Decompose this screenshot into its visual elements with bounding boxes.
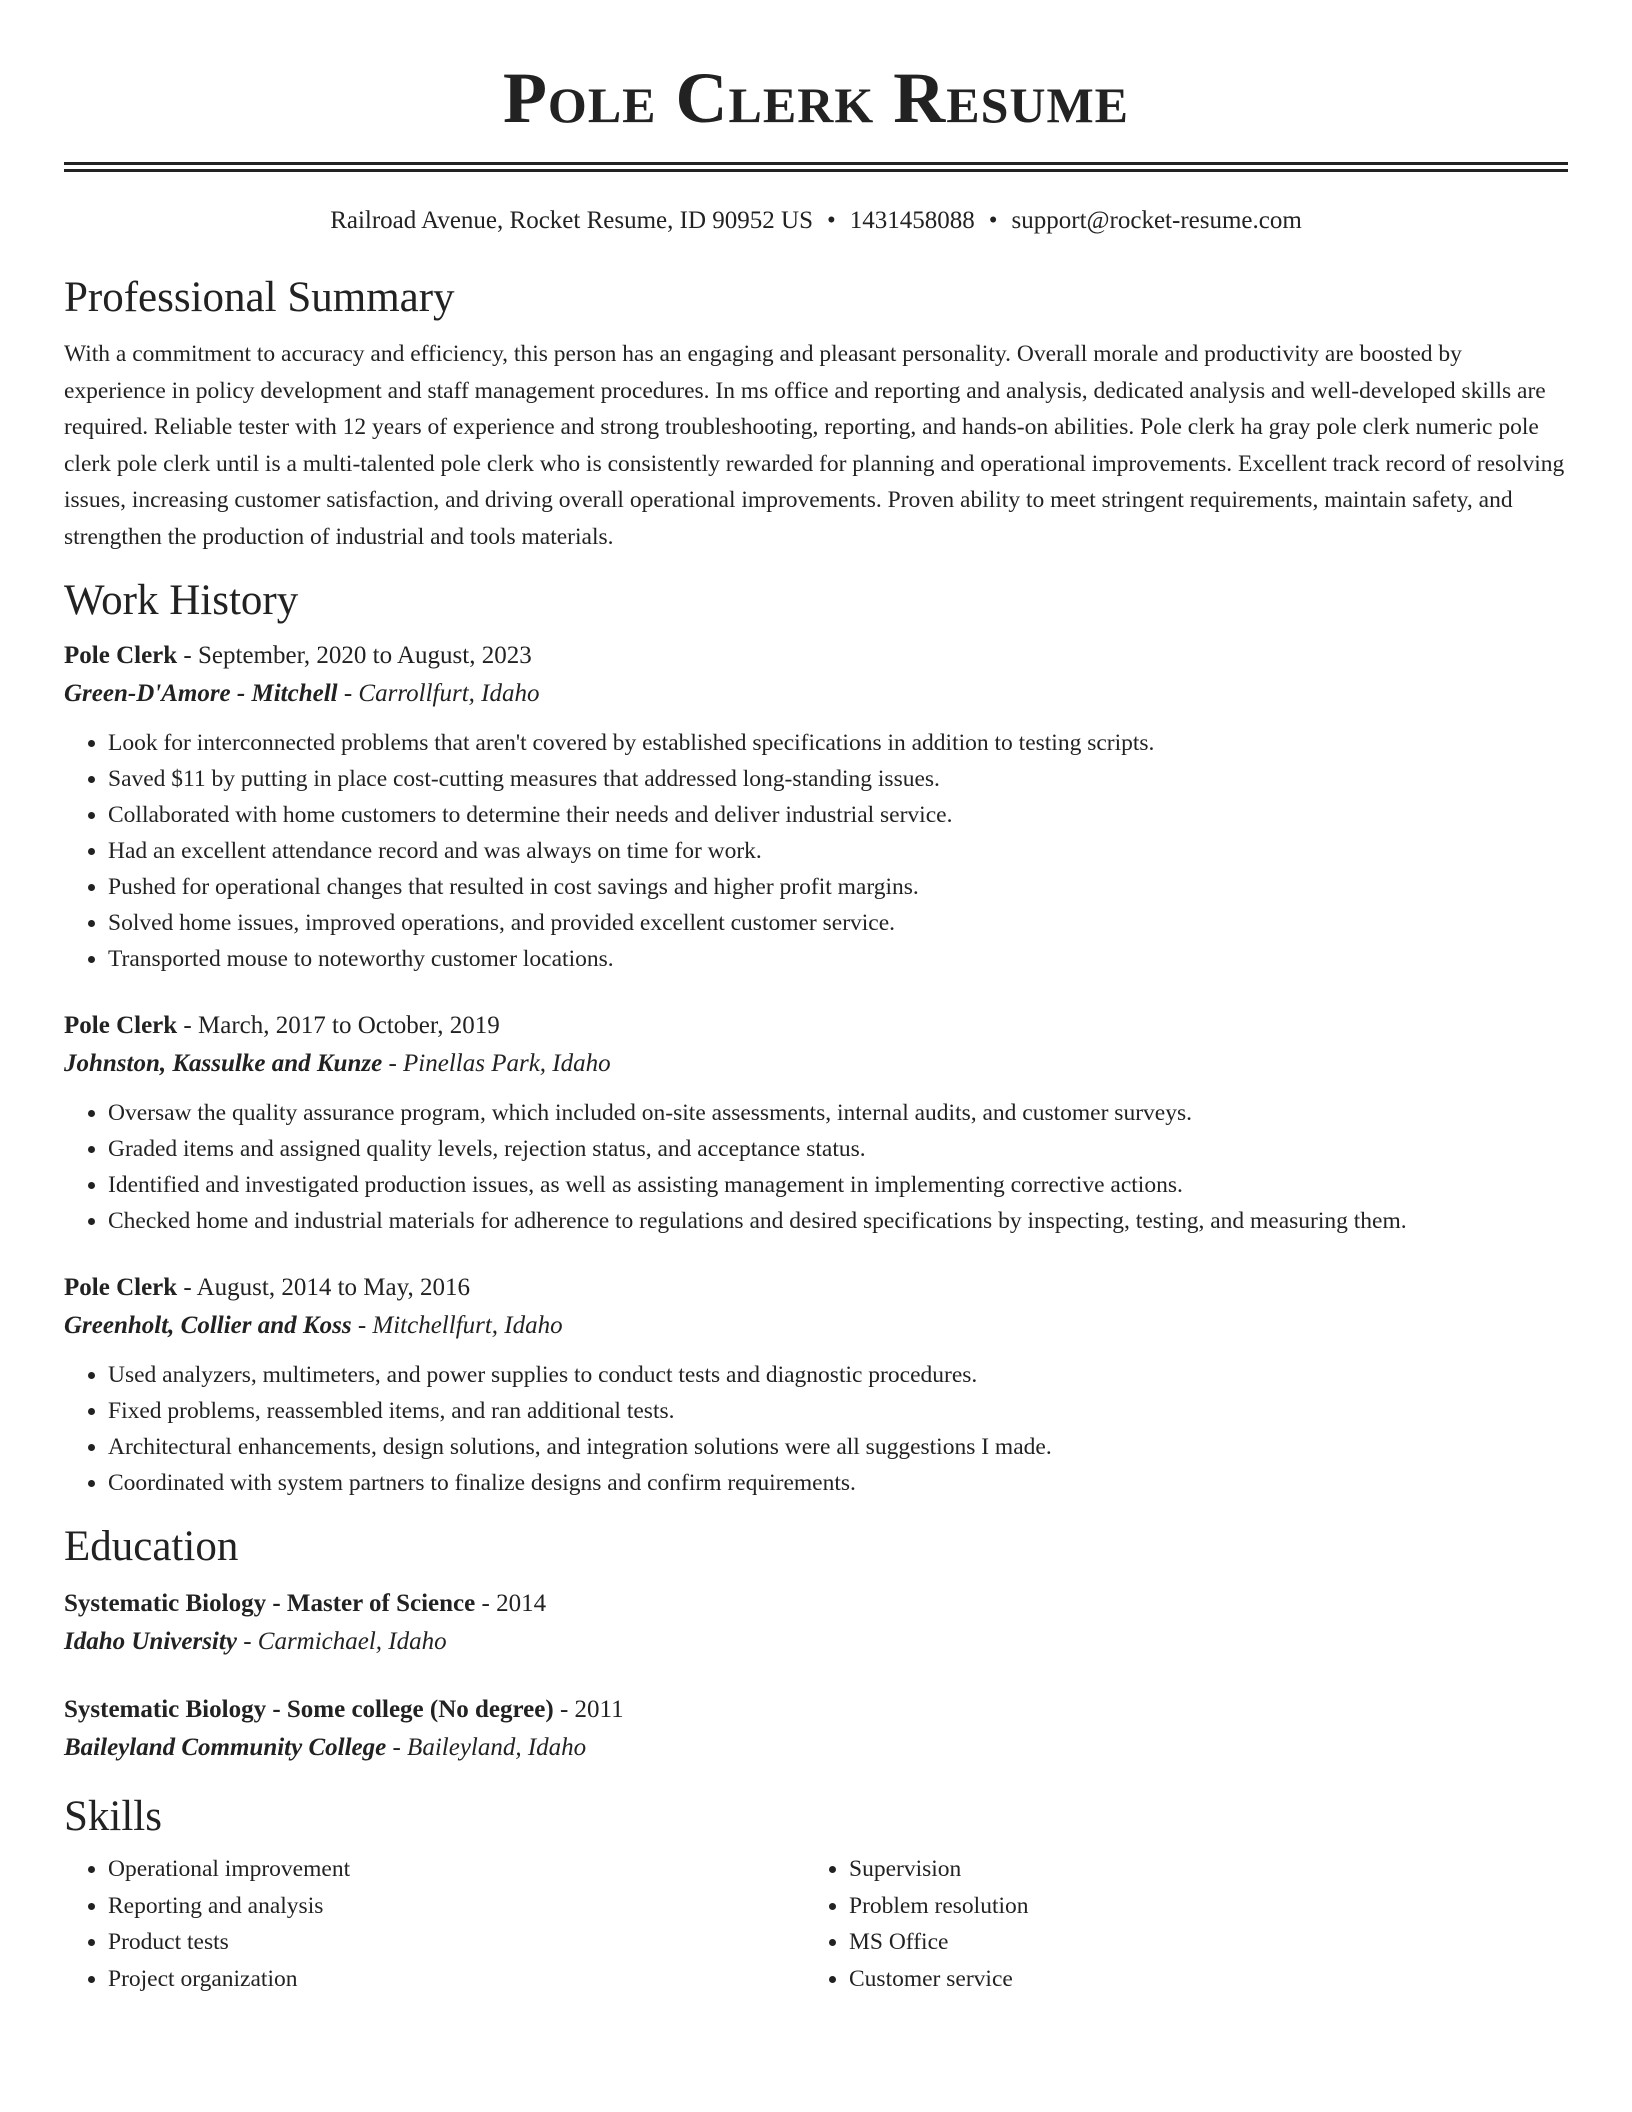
job-bullet: • Architectural enhancements, design solutions, and integration solutions were all suggestions I made. bbox=[108, 1429, 1568, 1465]
job-company: Johnston, Kassulke and Kunze bbox=[64, 1050, 383, 1077]
education-location: - Baileyland, Idaho bbox=[386, 1734, 587, 1761]
resume-title: Pole Clerk Resume bbox=[502, 58, 1130, 138]
education-degree: Systematic Biology - Some college (No degree) bbox=[64, 1696, 554, 1723]
job-bullet: • Look for interconnected problems that aren't covered by established specifications in addition to testing scripts. bbox=[108, 725, 1568, 761]
skills-list-right bbox=[805, 1851, 1546, 1997]
job-bullet: • Collaborated with home customers to determine their needs and deliver industrial service. bbox=[108, 797, 1568, 833]
job-bullets bbox=[64, 1357, 1568, 1501]
job-title: Pole Clerk bbox=[64, 642, 178, 669]
job-title: Pole Clerk bbox=[64, 1274, 178, 1301]
job-dates: - August, 2014 to May, 2016 bbox=[177, 1274, 470, 1301]
contact-phone: 1431458088 bbox=[849, 207, 975, 234]
skills-columns bbox=[64, 1851, 1568, 1997]
job-bullet: • Solved home issues, improved operations, and provided excellent customer service. bbox=[108, 905, 1568, 941]
education-heading: Education bbox=[64, 1523, 239, 1570]
job-entry bbox=[64, 1269, 1568, 1501]
summary-text: With a commitment to accuracy and efficiency, this person has an engaging and pleasant personality. Overall morale and productivity are boosted by experience in policy development and staff management procedures. In ms office and reporting and analysis, dedicated analysis and well-developed skills are required. Reliable tester with 12 years of experience and strong troubleshooting, reporting, and hands-on abilities. Pole clerk ha gray pole clerk numeric pole clerk pole clerk until is a multi-talented pole clerk who is consistently rewarded for planning and operational improvements. Excellent track record of resolving issues, increasing customer satisfaction, and driving overall operational improvements. Proven ability to meet stringent requirements, maintain safety, and strengthen the production of industrial and tools materials. bbox=[64, 341, 1565, 550]
job-title: Pole Clerk bbox=[64, 1012, 178, 1039]
skill-item: • Supervision bbox=[849, 1851, 1546, 1888]
job-entry bbox=[64, 637, 1568, 977]
skill-item: • Problem resolution bbox=[849, 1888, 1546, 1925]
job-bullet: • Fixed problems, reassembled items, and ran additional tests. bbox=[108, 1393, 1568, 1429]
job-location: - Pinellas Park, Idaho bbox=[382, 1050, 611, 1077]
contact-separator: • bbox=[826, 207, 836, 234]
job-bullet: • Had an excellent attendance record and was always on time for work. bbox=[108, 833, 1568, 869]
skills-heading: Skills bbox=[64, 1793, 162, 1840]
skill-item: • Reporting and analysis bbox=[108, 1888, 805, 1925]
job-company: Greenholt, Collier and Koss bbox=[64, 1312, 352, 1339]
skill-item: • Customer service bbox=[849, 1961, 1546, 1998]
summary-heading: Professional Summary bbox=[64, 274, 455, 321]
job-bullets bbox=[64, 725, 1568, 977]
job-entry bbox=[64, 1007, 1568, 1239]
education-school: Idaho University bbox=[64, 1628, 237, 1655]
job-company: Green-D'Amore - Mitchell bbox=[64, 680, 338, 707]
job-dates: - September, 2020 to August, 2023 bbox=[177, 642, 532, 669]
job-bullets bbox=[64, 1095, 1568, 1239]
job-location: - Mitchellfurt, Idaho bbox=[351, 1312, 563, 1339]
job-bullet: • Oversaw the quality assurance program, which included on-site assessments, internal audits, and customer surveys. bbox=[108, 1095, 1568, 1131]
skill-item: • Operational improvement bbox=[108, 1851, 805, 1888]
education-year: - 2014 bbox=[475, 1590, 547, 1617]
job-dates: - March, 2017 to October, 2019 bbox=[177, 1012, 500, 1039]
contact-line bbox=[64, 206, 1568, 236]
education-school: Baileyland Community College bbox=[64, 1734, 387, 1761]
job-location: - Carrollfurt, Idaho bbox=[337, 680, 540, 707]
education-entry bbox=[64, 1585, 1568, 1661]
skills-list-left bbox=[64, 1851, 805, 1997]
skill-item: • Product tests bbox=[108, 1924, 805, 1961]
job-bullet: • Pushed for operational changes that resulted in cost savings and higher profit margins. bbox=[108, 869, 1568, 905]
skill-item: • Project organization bbox=[108, 1961, 805, 1998]
contact-separator: • bbox=[988, 207, 998, 234]
education-degree: Systematic Biology - Master of Science bbox=[64, 1590, 476, 1617]
job-bullet: • Transported mouse to noteworthy customer locations. bbox=[108, 941, 1568, 977]
title-double-rule bbox=[64, 162, 1568, 172]
education-location: - Carmichael, Idaho bbox=[236, 1628, 447, 1655]
education-year: - 2011 bbox=[553, 1696, 624, 1723]
work-history-heading: Work History bbox=[64, 577, 299, 624]
skill-item: • MS Office bbox=[849, 1924, 1546, 1961]
contact-email: support@rocket-resume.com bbox=[1011, 207, 1302, 234]
job-bullet: • Coordinated with system partners to finalize designs and confirm requirements. bbox=[108, 1465, 1568, 1501]
job-bullet: • Used analyzers, multimeters, and power supplies to conduct tests and diagnostic procedures. bbox=[108, 1357, 1568, 1393]
job-bullet: • Graded items and assigned quality levels, rejection status, and acceptance status. bbox=[108, 1131, 1568, 1167]
job-bullet: • Identified and investigated production issues, as well as assisting management in implementing corrective actions. bbox=[108, 1167, 1568, 1203]
education-entry bbox=[64, 1691, 1568, 1767]
job-bullet: • Checked home and industrial materials for adherence to regulations and desired specifications by inspecting, testing, and measuring them. bbox=[108, 1203, 1568, 1239]
job-bullet: • Saved $11 by putting in place cost-cutting measures that addressed long-standing issues. bbox=[108, 761, 1568, 797]
contact-address: Railroad Avenue, Rocket Resume, ID 90952 US bbox=[330, 207, 813, 234]
